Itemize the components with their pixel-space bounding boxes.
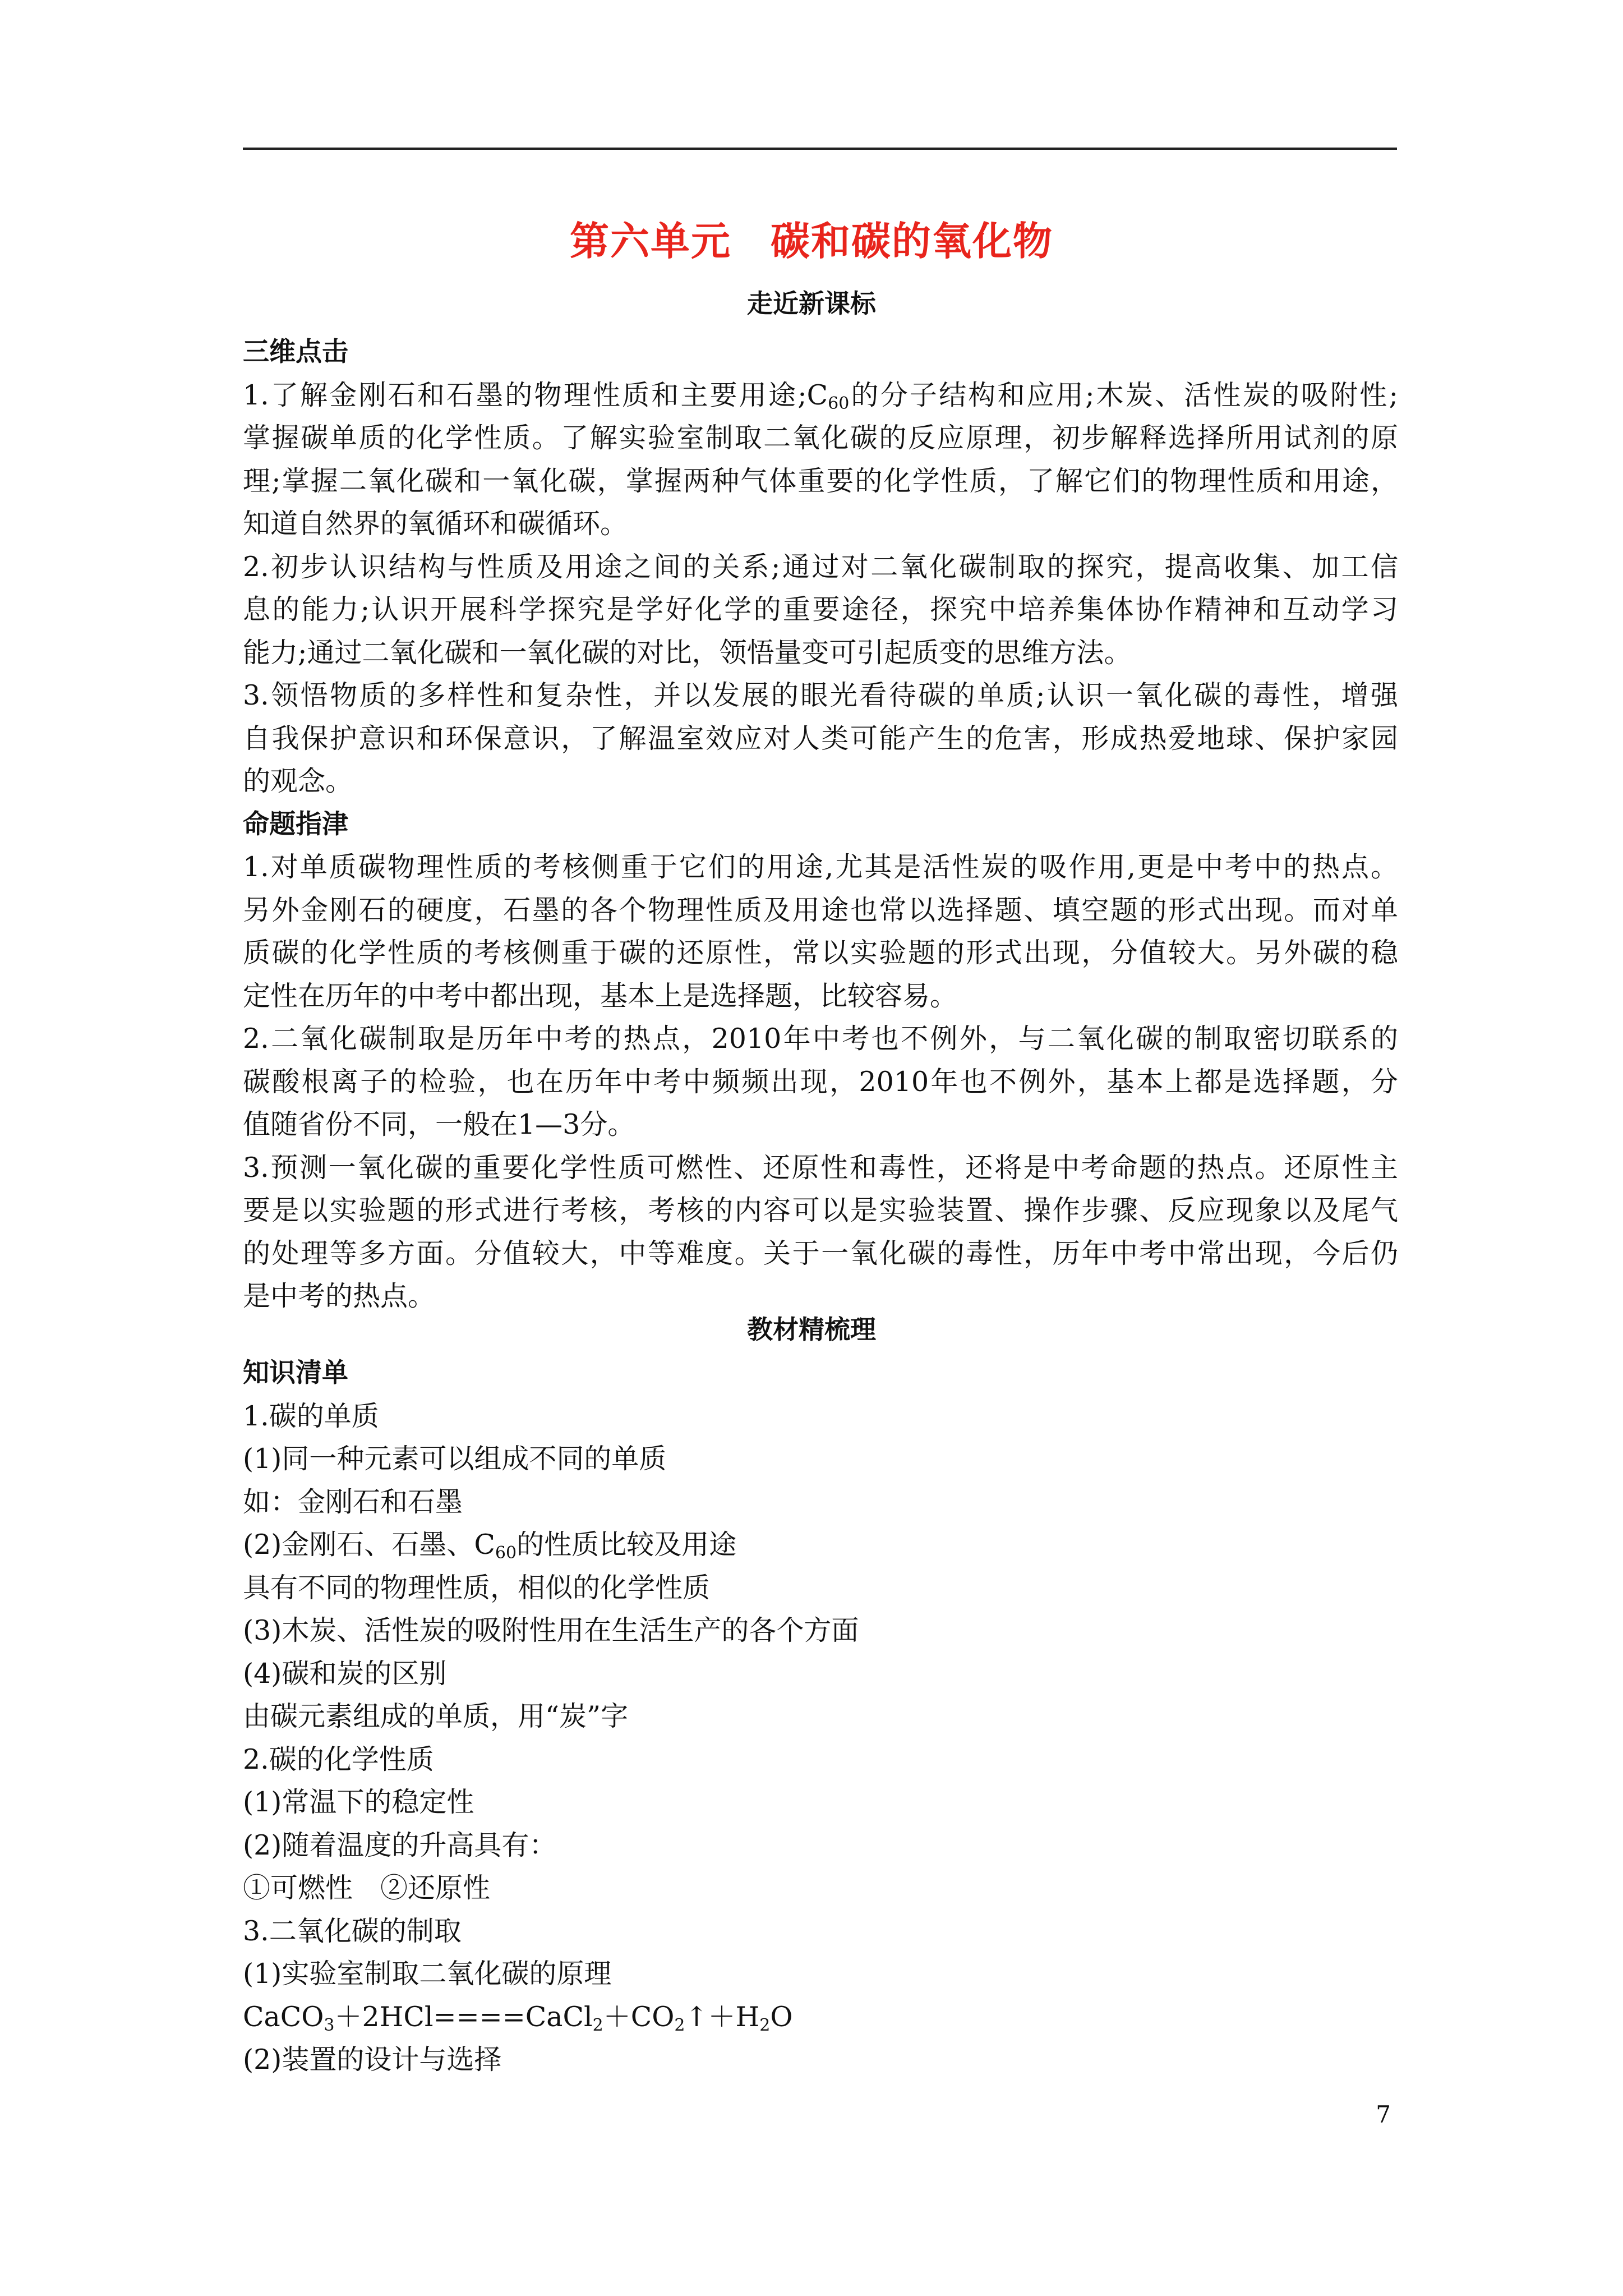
list-item: (2)随着温度的升高具有： xyxy=(243,1829,557,1861)
paragraph-line: 的处理等多方面。分值较大，中等难度。关于一氧化碳的毒性，历年中考中常出现，今后仍 xyxy=(243,1237,1398,1269)
paragraph-line: 另外金刚石的硬度，石墨的各个物理性质及用途也常以选择题、填空题的形式出现。而对单 xyxy=(243,894,1398,926)
list-item: 3.二氧化碳的制取 xyxy=(243,1915,462,1947)
paragraph-line: 定性在历年的中考中都出现，基本上是选择题，比较容易。 xyxy=(243,979,958,1012)
paragraph-line: 知道自然界的氧循环和碳循环。 xyxy=(243,508,628,540)
paragraph-line: 2.二氧化碳制取是历年中考的热点，2010年中考也不例外，与二氧化碳的制取密切联系的 xyxy=(243,1023,1398,1055)
section-heading-jiaocai: 教材精梳理 xyxy=(747,1314,876,1345)
paragraph-line: 1.对单质碳物理性质的考核侧重于它们的用途,尤其是活性炭的吸作用,更是中考中的热点。 xyxy=(243,851,1398,883)
paragraph-line: 是中考的热点。 xyxy=(243,1280,436,1312)
paragraph-line: 3.预测一氧化碳的重要化学性质可燃性、还原性和毒性，还将是中考命题的热点。还原性主 xyxy=(243,1151,1398,1184)
section-heading-kebiao: 走近新课标 xyxy=(747,288,876,319)
list-item: (1)实验室制取二氧化碳的原理 xyxy=(243,1958,612,1990)
paragraph-line: 值随省份不同，一般在1—3分。 xyxy=(243,1108,635,1140)
paragraph-line: 能力;通过二氧化碳和一氧化碳的对比，领悟量变可引起质变的思维方法。 xyxy=(243,636,1132,669)
paragraph-line: 自我保护意识和环保意识，了解温室效应对人类可能产生的危害，形成热爱地球、保护家园 xyxy=(243,722,1398,754)
chemical-equation: $CaCO_3+2HCl====CaCl_2+CO_2↑+H_2O$ xyxy=(243,2000,793,2035)
title-topic: 碳和碳的氧化物 xyxy=(771,218,1053,264)
list-item: (1)常温下的稳定性 xyxy=(243,1786,474,1818)
paragraph-line: 质碳的化学性质的考核侧重于碳的还原性，常以实验题的形式出现，分值较大。另外碳的稳 xyxy=(243,937,1398,969)
sanwei-block xyxy=(243,331,1398,1318)
title-unit: 第六单元 xyxy=(570,218,731,264)
sanwei-heading: 三维点击 xyxy=(243,337,348,367)
list-item: (4)碳和炭的区别 xyxy=(243,1657,447,1690)
zhishi-heading: 知识清单 xyxy=(243,1358,348,1388)
list-item: (3)木炭、活性炭的吸附性用在生活生产的各个方面 xyxy=(243,1614,859,1646)
list-item: 2.碳的化学性质 xyxy=(243,1743,434,1775)
paragraph-line: 掌握碳单质的化学性质。了解实验室制取二氧化碳的反应原理，初步解释选择所用试剂的原 xyxy=(243,422,1398,454)
list-item: 1.碳的单质 xyxy=(243,1400,379,1432)
paragraph-line: 1.了解金刚石和石墨的物理性质和主要用途$;C_{60}$的分子结构和应用;木炭、活性炭的吸附性; xyxy=(243,379,1398,413)
paragraph-line: 2.初步认识结构与性质及用途之间的关系;通过对二氧化碳制取的探究，提高收集、加工信 xyxy=(243,550,1398,583)
paragraph-line: 的观念。 xyxy=(243,765,353,797)
list-item: 由碳元素组成的单质，用“炭”字 xyxy=(243,1700,629,1732)
list-item: ①可燃性 ②还原性 xyxy=(243,1872,491,1904)
paragraph-line: 要是以实验题的形式进行考核，考核的内容可以是实验装置、操作步骤、反应现象以及尾气 xyxy=(243,1194,1398,1226)
paragraph-line: 3.领悟物质的多样性和复杂性，并以发展的眼光看待碳的单质;认识一氧化碳的毒性，增强 xyxy=(243,679,1398,711)
paragraph-line: 息的能力;认识开展科学探究是学好化学的重要途径，探究中培养集体协作精神和互动学习 xyxy=(243,593,1398,625)
list-item: (1)同一种元素可以组成不同的单质 xyxy=(243,1443,667,1475)
paragraph-line: 理;掌握二氧化碳和一氧化碳，掌握两种气体重要的化学性质，了解它们的物理性质和用途， xyxy=(243,464,1398,497)
zhishi-block xyxy=(243,1352,1398,2082)
paragraph-line: 碳酸根离子的检验，也在历年中考中频频出现，2010年也不例外，基本上都是选择题，分 xyxy=(243,1065,1398,1098)
header-rule xyxy=(243,148,1397,150)
list-item: (2)装置的设计与选择 xyxy=(243,2044,502,2076)
page-title xyxy=(0,208,1623,275)
list-item: 如：金刚石和石墨 xyxy=(243,1485,463,1518)
list-item: (2)金刚石、石墨、$C_{60}$的性质比较及用途 xyxy=(243,1529,737,1563)
page-number: 7 xyxy=(1376,2101,1391,2128)
mingti-heading: 命题指津 xyxy=(243,808,348,840)
list-item: 具有不同的物理性质，相似的化学性质 xyxy=(243,1571,711,1604)
